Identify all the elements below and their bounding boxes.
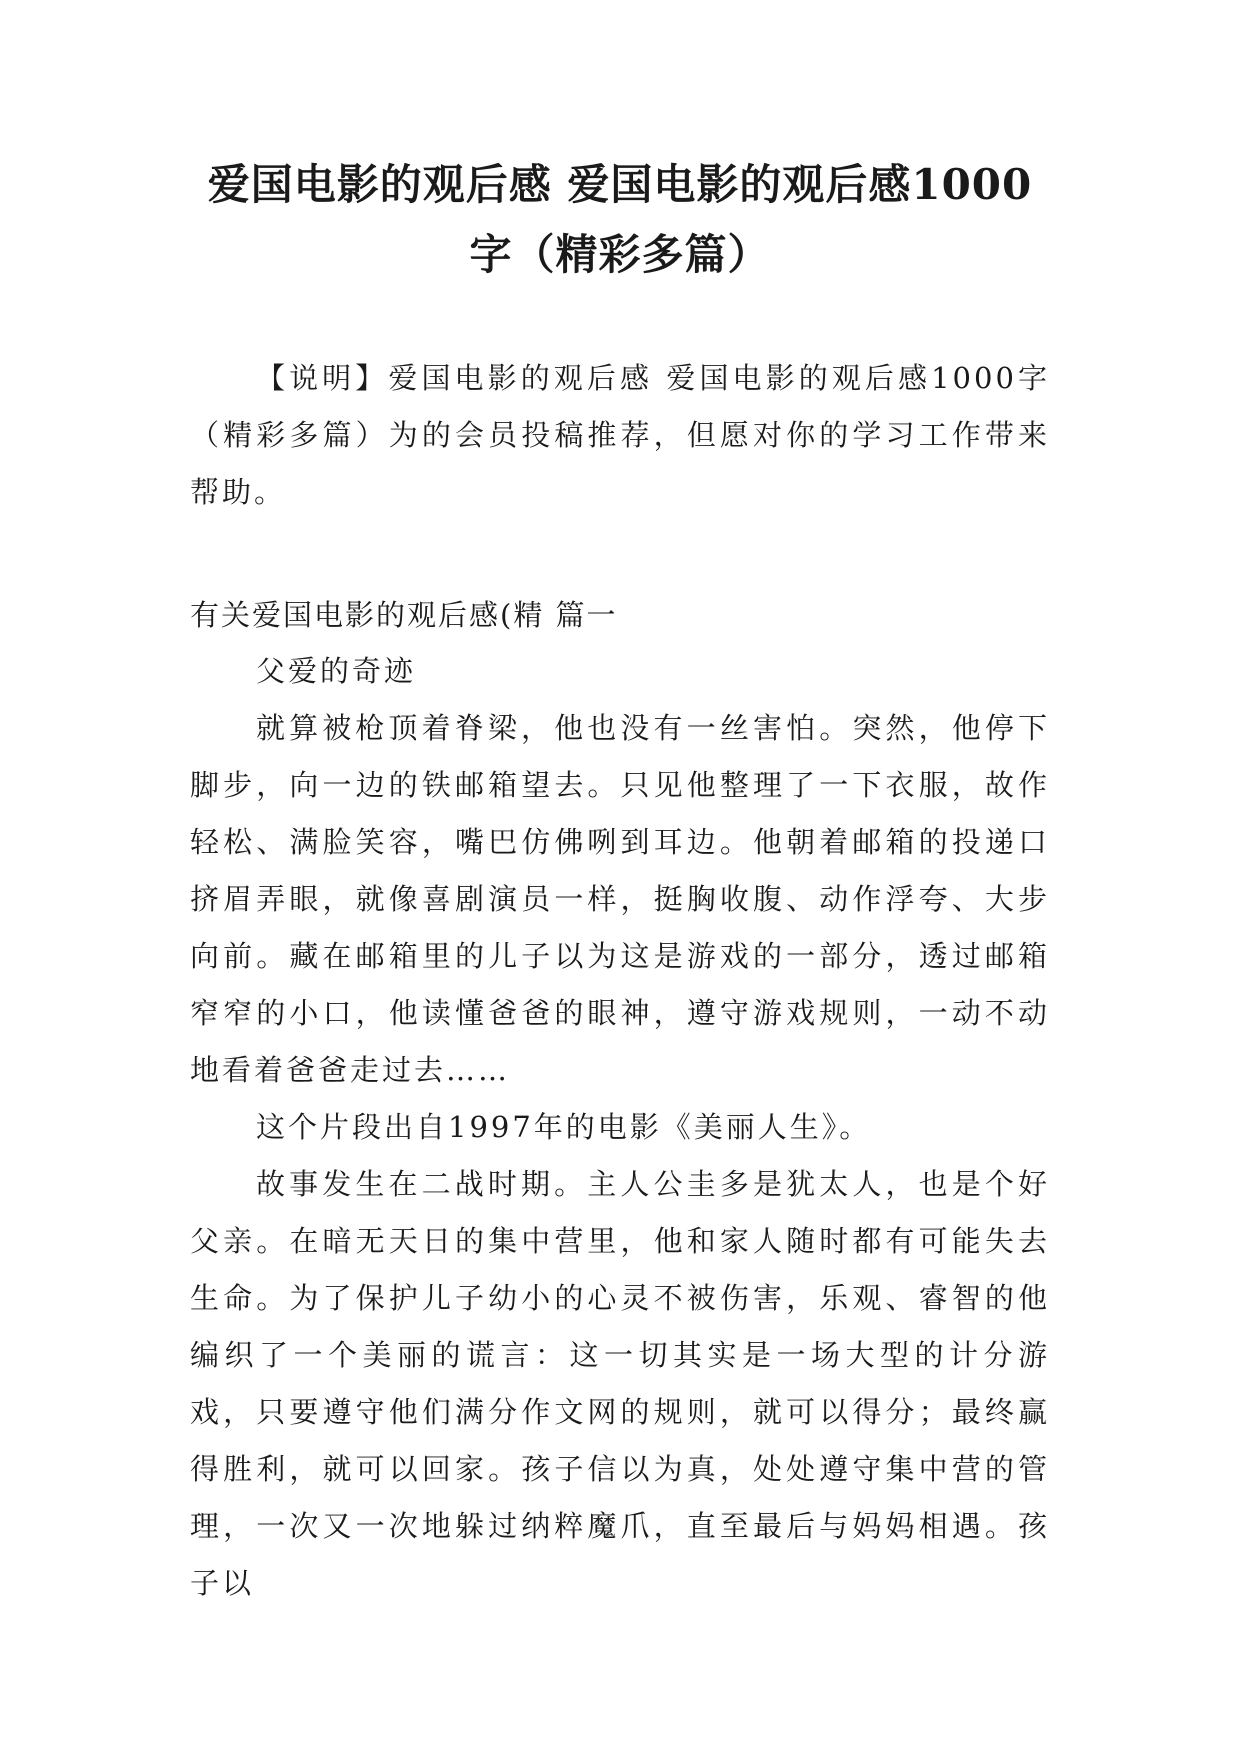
- section-heading: 有关爱国电影的观后感(精 篇一: [190, 598, 618, 632]
- page-title: 爱国电影的观后感 爱国电影的观后感1000字（精彩多篇）: [207, 160, 1033, 279]
- body-paragraph: 这个片段出自1997年的电影《美丽人生》。: [256, 1110, 872, 1144]
- intro-paragraph: 【说明】爱国电影的观后感 爱国电影的观后感1000字（精彩多篇）为的会员投稿推荐，但愿对你的学习工作带来帮助。: [190, 361, 1050, 509]
- body-text: [190, 643, 1050, 1612]
- body-paragraph: 就算被枪顶着脊梁，他也没有一丝害怕。突然，他停下脚步，向一边的铁邮箱望去。只见他整理了一下衣服，故作轻松、满脸笑容，嘴巴仿佛咧到耳边。他朝着邮箱的投递口挤眉弄眼，就像喜剧演员一样，挺胸收腹、动作浮夸、大步向前。藏在邮箱里的儿子以为这是游戏的一部分，透过邮箱窄窄的小口，他读懂爸爸的眼神，遵守游戏规则，一动不动地看着爸爸走过去……: [190, 711, 1050, 1087]
- body-paragraph: 故事发生在二战时期。主人公圭多是犹太人，也是个好父亲。在暗无天日的集中营里，他和家人随时都有可能失去生命。为了保护儿子幼小的心灵不被伤害，乐观、睿智的他编织了一个美丽的谎言：这一切其实是一场大型的计分游戏，只要遵守他们满分作文网的规则，就可以得分；最终赢得胜利，就可以回家。孩子信以为真，处处遵守集中营的管理，一次又一次地躲过纳粹魔爪，直至最后与妈妈相遇。孩子以: [190, 1167, 1050, 1600]
- subheading-paragraph: 父爱的奇迹: [256, 654, 417, 688]
